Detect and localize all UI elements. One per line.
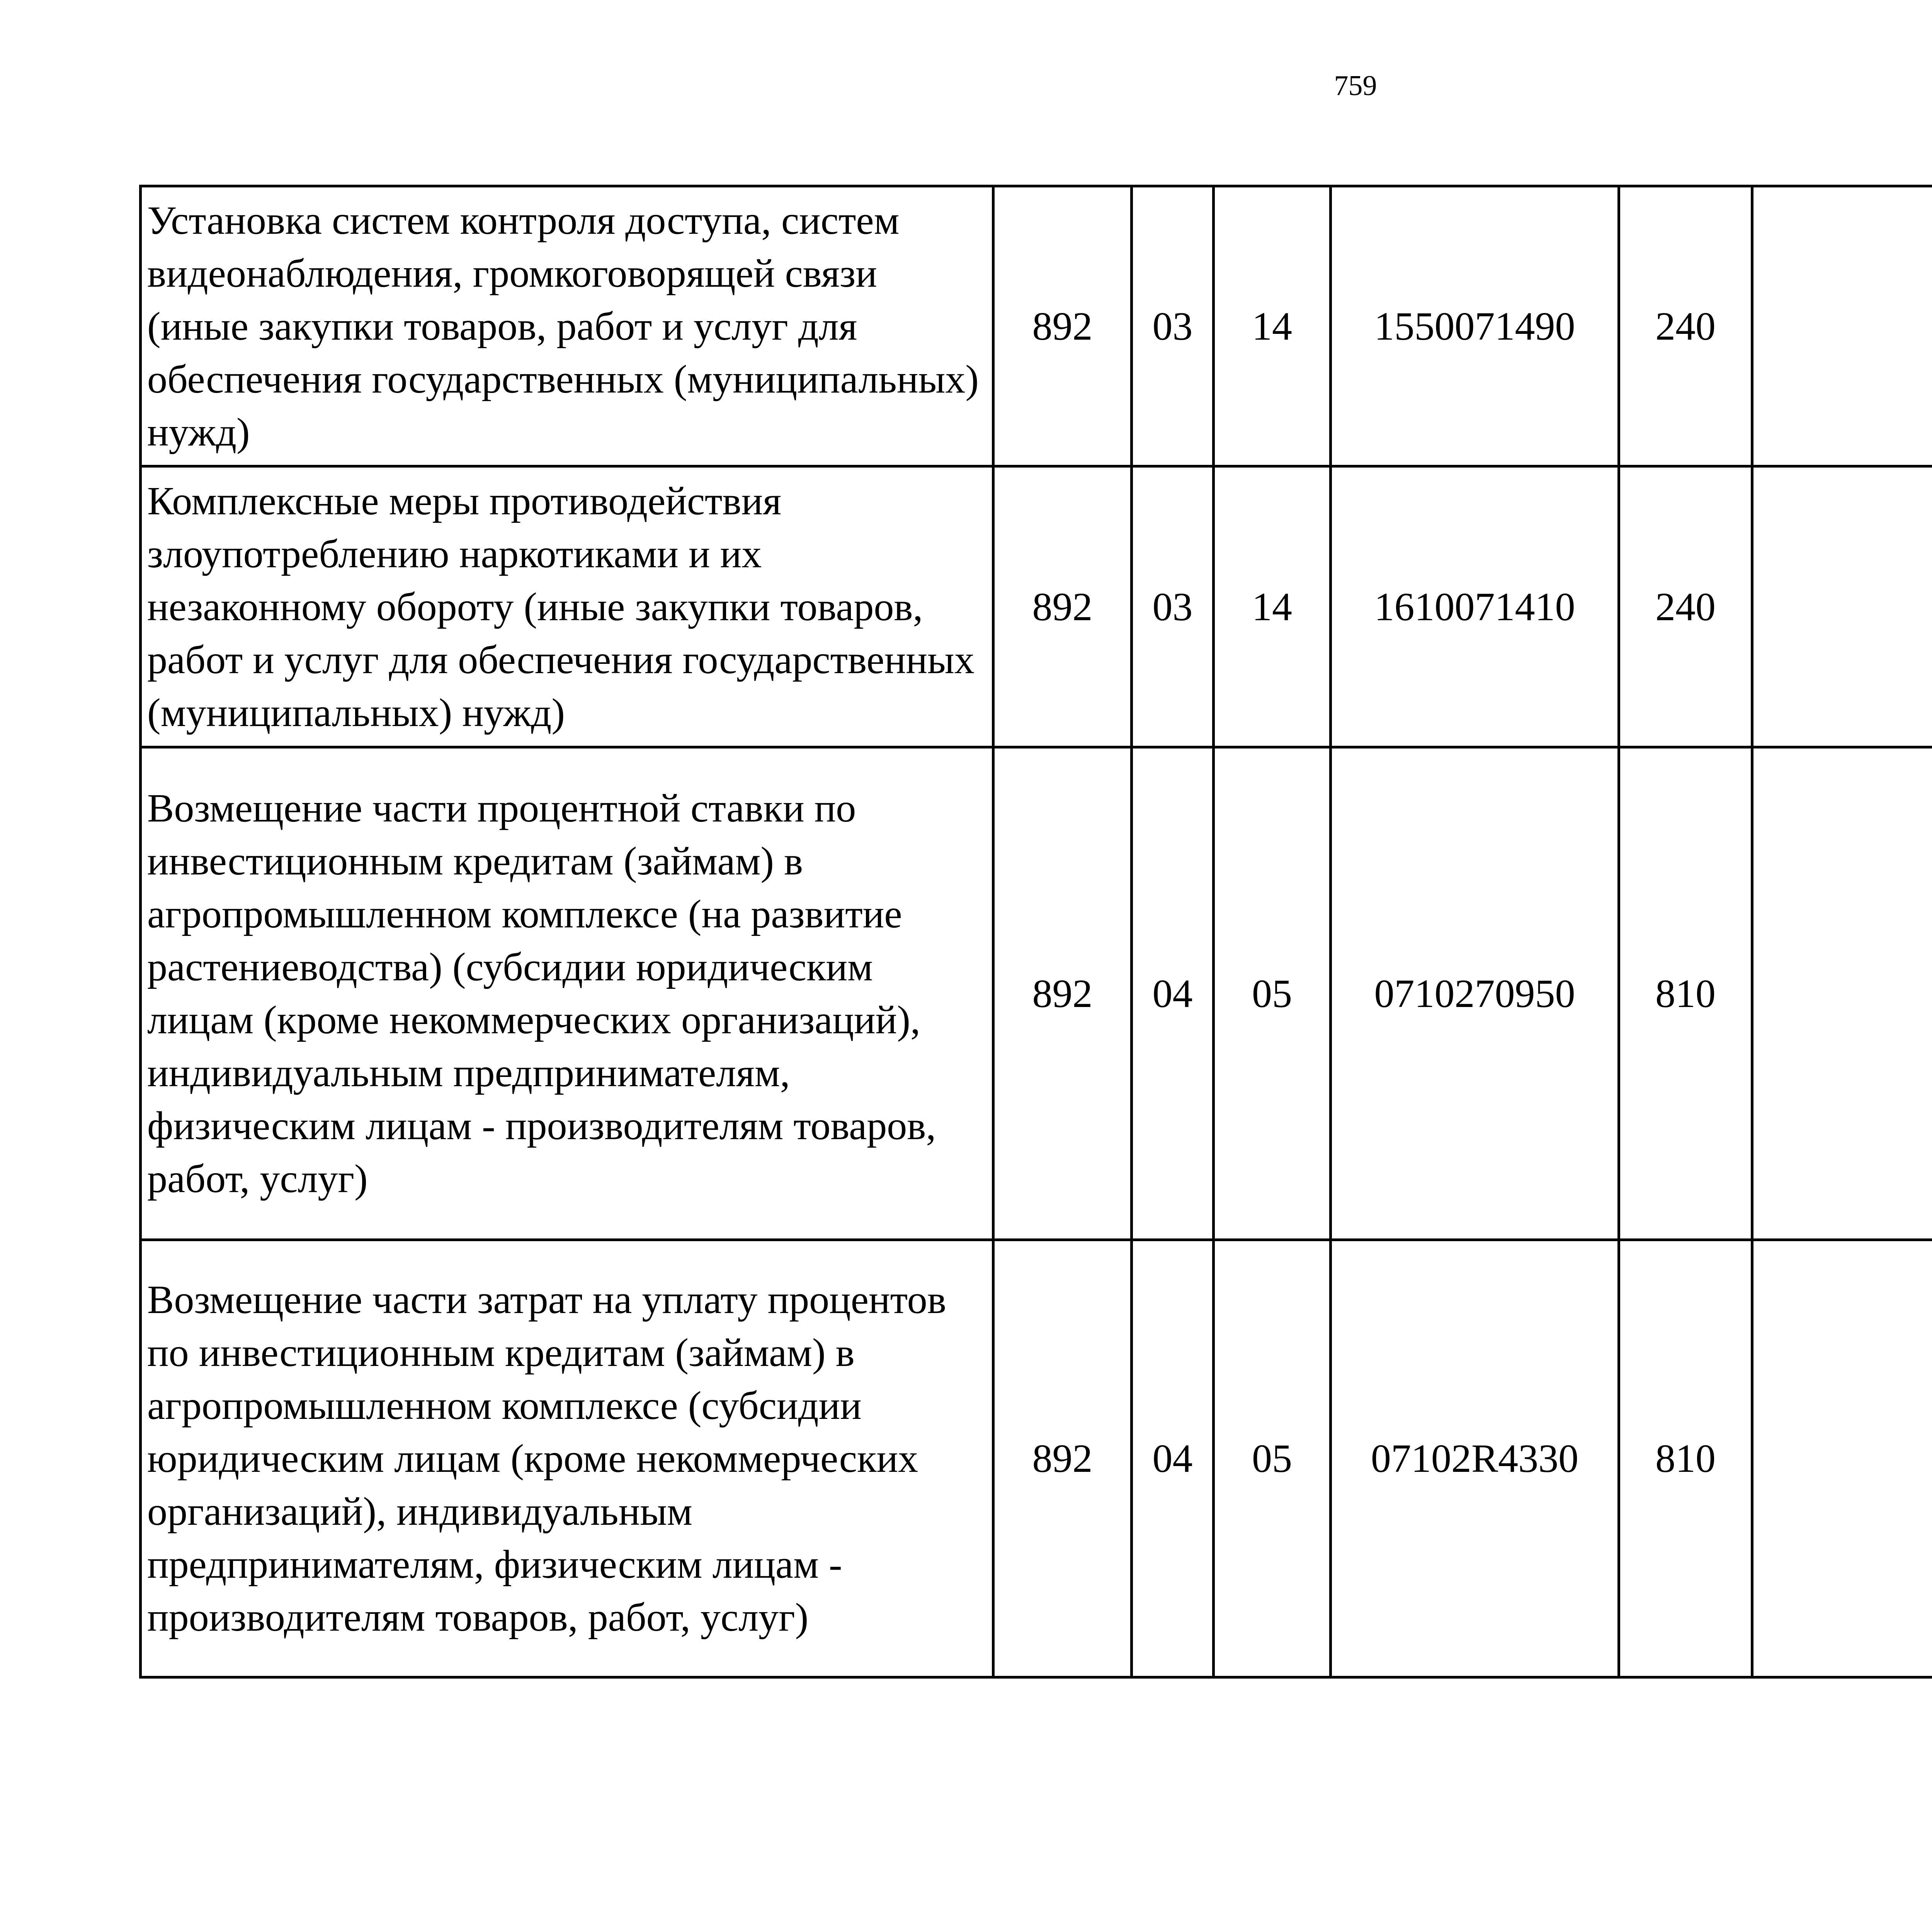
subsection-code: 05 bbox=[1214, 747, 1331, 1240]
amount-1 bbox=[1752, 1240, 1932, 1677]
target-article-code: 07102R4330 bbox=[1331, 1240, 1619, 1677]
section-code: 03 bbox=[1132, 466, 1214, 747]
expense-type-code: 810 bbox=[1619, 747, 1752, 1240]
section-code: 04 bbox=[1132, 747, 1214, 1240]
table-row bbox=[141, 186, 1932, 466]
amount-1 bbox=[1752, 186, 1932, 466]
section-code: 04 bbox=[1132, 1240, 1214, 1677]
ministry-code: 892 bbox=[993, 747, 1132, 1240]
table-row bbox=[141, 747, 1932, 1240]
subsection-code: 14 bbox=[1214, 186, 1331, 466]
ministry-code: 892 bbox=[993, 186, 1132, 466]
ministry-code: 892 bbox=[993, 466, 1132, 747]
amount-1 bbox=[1752, 466, 1932, 747]
row-description: Возмещение части процентной ставки по инвестиционным кредитам (займам) в агропромышленном комплексе (на развитие растениеводства) (субсидии юридическим лицам (кроме некоммерческих организаций), индивидуальным предпринимателям, физическим лицам - производителям товаров, работ, услуг) bbox=[141, 747, 993, 1240]
section-code: 03 bbox=[1132, 186, 1214, 466]
table-row bbox=[141, 466, 1932, 747]
table-row bbox=[141, 1240, 1932, 1677]
amount-1 bbox=[1752, 747, 1932, 1240]
row-description: Возмещение части затрат на уплату процентов по инвестиционным кредитам (займам) в агропромышленном комплексе (субсидии юридическим лицам (кроме некоммерческих организаций), индивидуальным предпринимателям, физическим лицам - производителям товаров, работ, услуг) bbox=[141, 1240, 993, 1677]
expense-type-code: 810 bbox=[1619, 1240, 1752, 1677]
row-description: Комплексные меры противодействия злоупотреблению наркотиками и их незаконному обороту (иные закупки товаров, работ и услуг для обеспечения государственных (муниципальных) нужд) bbox=[141, 466, 993, 747]
subsection-code: 05 bbox=[1214, 1240, 1331, 1677]
expense-type-code: 240 bbox=[1619, 466, 1752, 747]
expense-type-code: 240 bbox=[1619, 186, 1752, 466]
ministry-code: 892 bbox=[993, 1240, 1132, 1677]
subsection-code: 14 bbox=[1214, 466, 1331, 747]
budget-table bbox=[139, 185, 1932, 1679]
target-article-code: 0710270950 bbox=[1331, 747, 1619, 1240]
target-article-code: 1610071410 bbox=[1331, 466, 1619, 747]
page-number: 759 bbox=[1334, 70, 1377, 102]
row-description: Установка систем контроля доступа, систем видеонаблюдения, громкоговорящей связи (иные закупки товаров, работ и услуг для обеспечения государственных (муниципальных) нужд) bbox=[141, 186, 993, 466]
target-article-code: 1550071490 bbox=[1331, 186, 1619, 466]
